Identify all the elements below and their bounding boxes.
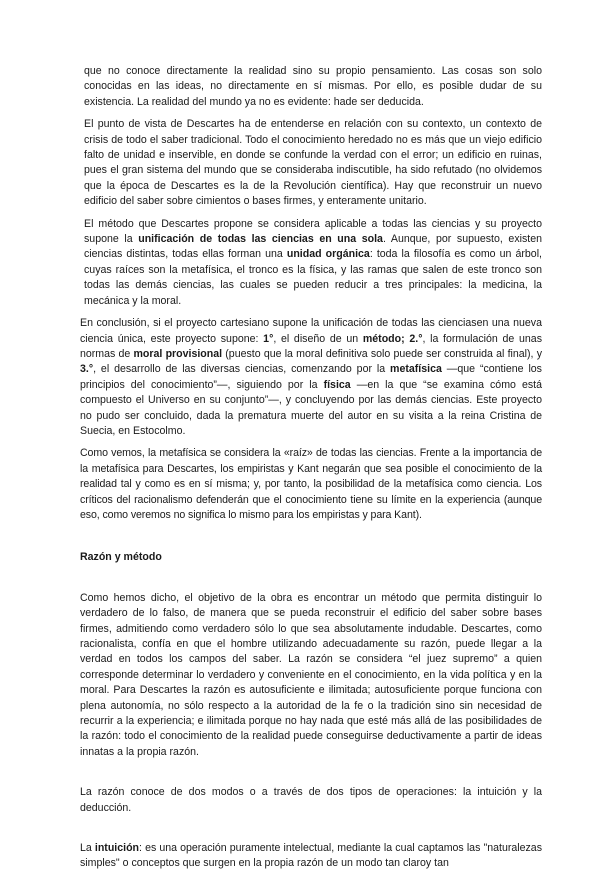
bold-term: moral provisional: [133, 347, 223, 360]
paragraph-context: El punto de vista de Descartes ha de entenderse en relación con su contexto, un contexto de crisis de todo el saber tradicional. Todo el conocimiento heredado no es más que un viejo edificio falto de unidad e inservible, en donde se confunde la verdad con el error; un edificio en ruinas, pues el gran sistema del mundo que se consideraba indiscutible, ha sido refutado (no olvidemos que la época de Descartes es la de la Revolución científica). Hay que reconstruir un nuevo edificio del saber sobre cimientos o bases firmes, y enteramente unitario.: [84, 118, 542, 208]
paragraph-reason: Como hemos dicho, el objetivo de la obra es encontrar un método que permita distinguir lo verdadero de lo falso, de manera que se pueda reconstruir el edificio del saber sobre bases firmes, admitiendo como verdadero sólo lo que sea absolutamente indudable. Descartes, como racionalista, confía en que el hombre utilizando adecuadamente su razón, puede llegar a la verdad en todos los campos del saber. La razón se considera “el juez supremo” a quien corresponde determinar lo verdadero y conveniente en el conocimiento, en la vida política y en la moral. Para Descartes la razón es autosuficiente e ilimitada; autosuficiente porque funciona con plena autonomía, no sólo respecto a la autoridad de la fe o la tradición sino sin necesidad de recurrir a la experiencia; e ilimitada porque no hay nada que esté más allá de las posibilidades de la razón: todo el conocimiento de la realidad puede conseguirse deductivamente a partir de ideas innatas a la propia razón.: [80, 591, 542, 758]
paragraph-method: [84, 217, 542, 309]
text-run: En conclusión, si el proyecto cartesiano supone la unificación de todas las cienciasen una nueva ciencia única, este proyecto supone:: [80, 317, 542, 345]
paragraph-metaphysics: Como vemos, la metafísica se considera la «raíz» de todas las ciencias. Frente a la importancia de la metafísica para Descartes, los empiristas y Kant negarán que sea posible el conocimiento de la realidad tal y como es en sí misma; y, por tanto, la posibilidad de la metafísica como ciencia. Los críticos del racionalismo defenderán que el conocimiento tiene su límite en la experiencia (aunque eso, como veremos no significa lo mismo para los empiristas y para Kant).: [80, 447, 542, 521]
bold-term: 1°: [263, 332, 274, 345]
paragraph-intuition: [80, 841, 542, 872]
text-run: . Aunque, por supuesto, existen ciencias distintas, todas ellas forman una: [84, 233, 543, 261]
text-run: , la formulación de unas normas de: [80, 332, 542, 360]
text-run: La: [80, 842, 95, 855]
text-run: —que “contiene los principios del conocimiento”—, siguiendo por la: [80, 363, 542, 391]
text-run: (puesto que la moral definitiva solo puede ser construida al final), y: [222, 347, 542, 360]
paragraph-modes: La razón conoce de dos modos o a través de dos tipos de operaciones: la intuición y la deducción.: [80, 786, 542, 814]
bold-term: metafísica: [390, 363, 442, 376]
text-run: : toda la filosofía es como un árbol, cuyas raíces son la metafísica, el tronco es la física, y las ramas que salen de este tronco son todas las demás ciencias, las cuales se pueden reducir a tres principales: la medicina, la mecánica y la moral.: [84, 248, 542, 307]
text-run: , el diseño de un: [273, 332, 363, 345]
section-heading: Razón y método: [80, 551, 162, 564]
bold-term: 3.°: [80, 363, 94, 376]
bold-term: método; 2.°: [362, 332, 423, 345]
text-run: , el desarrollo de las diversas ciencias, comenzando por la: [93, 363, 391, 376]
bold-term: intuición: [94, 842, 140, 855]
bold-term: unidad orgánica: [286, 248, 370, 261]
text-run: El método que Descartes propone se considera aplicable a todas las ciencias y su proyecto supone la: [84, 217, 542, 246]
bold-term: unificación de todas las ciencias en una sola: [138, 233, 383, 246]
bold-term: física: [323, 378, 351, 391]
text-run: : es una operación puramente intelectual, mediante la cual captamos las "naturalezas simples" o conceptos que surgen en la propia razón de un modo tan claroy tan: [80, 842, 542, 870]
paragraph-conclusion: [80, 316, 542, 439]
paragraph-intro: que no conoce directamente la realidad sino su propio pensamiento. Las cosas son solo conocidas en las ideas, no directamente en sí mismas. Por ello, es posible dudar de su existencia. La realidad del mundo ya no es evidente: hade ser deducida.: [84, 65, 542, 108]
text-run: —en la que “se examina cómo está compuesto el Universo en su conjunto”—, y concluyendo por las demás ciencias. Este proyecto no pudo ser concluido, dada la prematura muerte del autor en su visita a la reina Cristina de Suecia, en Estocolmo.: [80, 378, 542, 437]
